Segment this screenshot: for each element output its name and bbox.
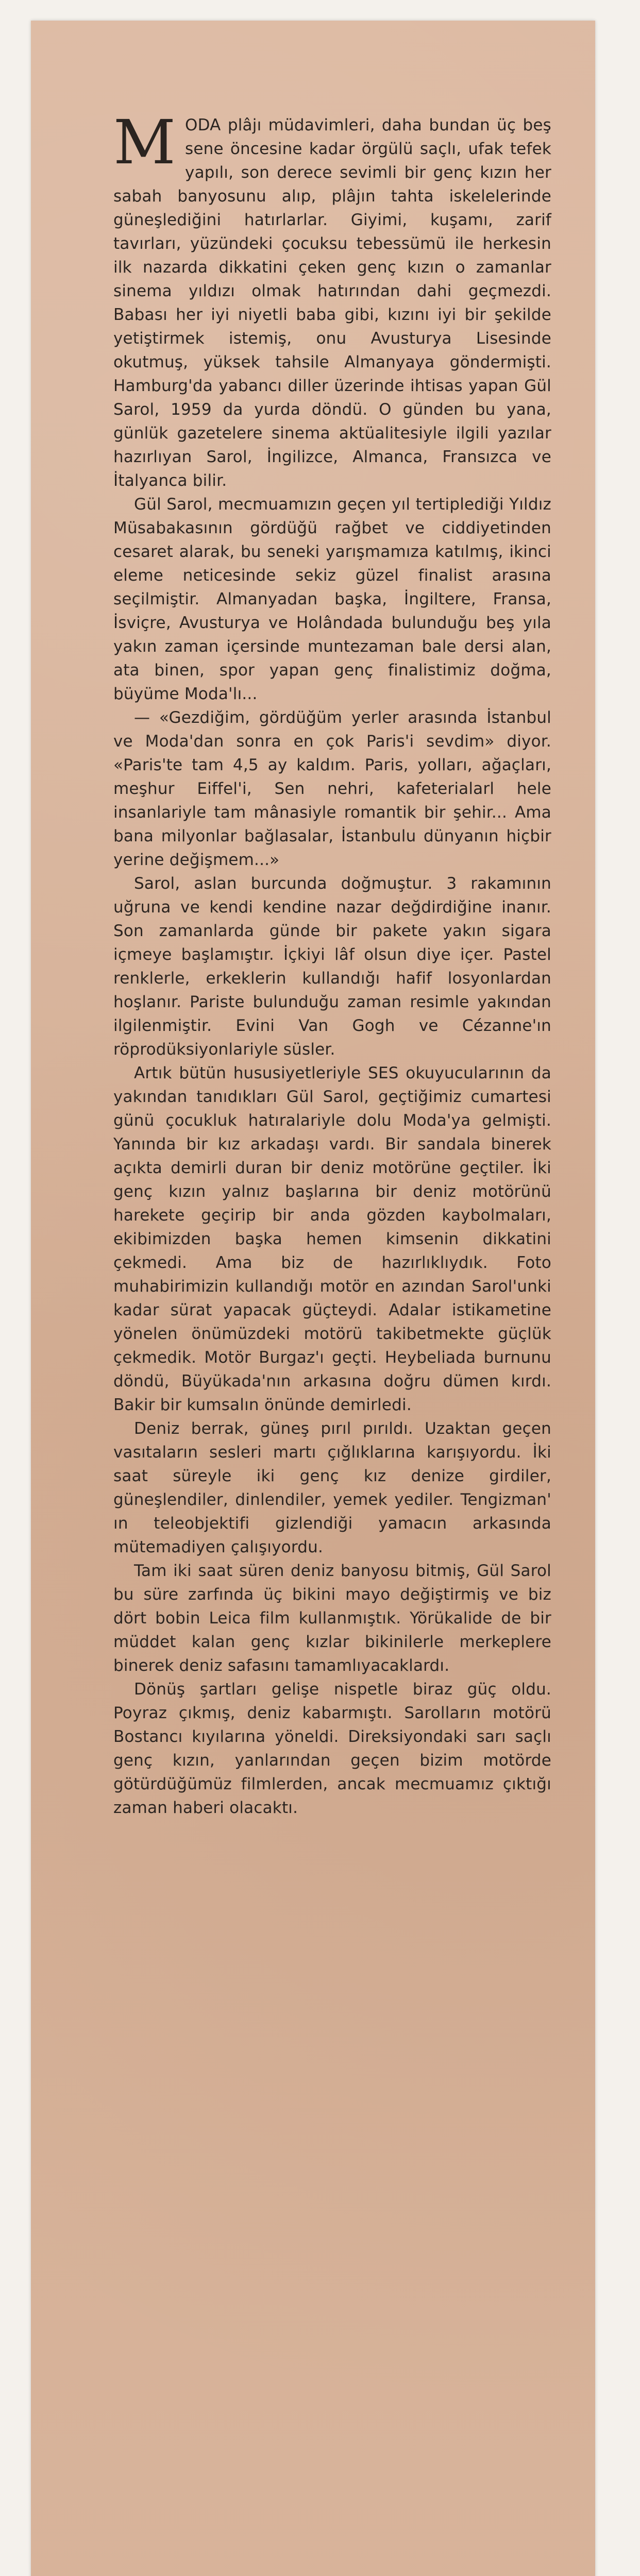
article-paragraph-6: Deniz berrak, güneş pırıl pırıldı. Uzaktan geçen vasıtaların sesleri martı çığlıklarına karışıyordu. İki saat süreyle iki genç kız denize girdiler, güneşlendiler, dinlendiler, yemek yediler. Tengizman' ın teleobjektifi gizlendiği yamacın arkasında mütemadiyen çalışıyordu.: [113, 1419, 551, 1556]
drop-cap: M: [113, 107, 176, 178]
newspaper-clipping: [31, 21, 595, 2576]
article-paragraph-3: — «Gezdiğim, gördüğüm yerler arasında İstanbul ve Moda'dan sonra en çok Paris'i sevdim» diyor. «Paris'te tam 4,5 ay kaldım. Paris, yolları, ağaçları, meşhur Eiffel'i, Sen nehri, kafeterialarl hele insanlariyle tam mânasiyle romantik bir şehir... Ama bana milyonlar bağlasalar, İstanbulu dünyanın hiçbir yerine değişmem...»: [113, 708, 551, 869]
article-body: [113, 107, 551, 1820]
article-paragraph-4: Sarol, aslan burcunda doğmuştur. 3 rakamının uğruna ve kendi kendine nazar değdirdiğine inanır. Son zamanlarda günde bir pakete yakın sigara içmeye başlamıştır. İçkiyi lâf olsun diye içer. Pastel renklerle, erkeklerin kullandığı hafif losyonlardan hoşlanır. Pariste bulunduğu zaman resimle yakından ilgilenmiştir. Evini Van Gogh ve Cézanne'ın röprodüksiyonlariyle süsler.: [113, 874, 551, 1059]
paragraph-1-text: plâjı müdavimleri, daha bundan üç beş sene öncesine kadar örgülü saçlı, ufak tefek yapılı, son derece sevimli bir genç kızın her sabah banyosunu alıp, plâjın tahta iskelelerinde güneşlediğini hatırlarlar. Giyimi, kuşamı, zarif tavırları, yüzündeki çocuksu tebessümü ile herkesin ilk nazarda dikkatini çeken genç kızın o zamanlar sinema yıldızı olmak hatırından dahi geçmezdi. Babası her iyi niyetli baba gibi, kızını iyi bir şekilde yetiştirmek istemiş, onu Avusturya Lisesinde okutmuş, yüksek tahsile Almanyaya göndermişti. Hamburg'da yabancı diller üzerinde ihtisas yapan Gül Sarol, 1959 da yurda döndü. O günden bu yana, günlük gazetelere sinema aktüalitesiyle ilgili yazılar hazırlıyan Sarol, İngilizce, Almanca, Fransızca ve İtalyanca bilir.: [113, 116, 551, 490]
article-paragraph-8: Dönüş şartları gelişe nispetle biraz güç oldu. Poyraz çıkmış, deniz kabarmıştı. Sarolların motörü Bostancı kıyılarına yöneldi. Direksiyondaki sarı saçlı genç kızın, yanlarından geçen bizim motörde götürdüğümüz filmlerden, ancak mecmuamız çıktığı zaman haberi olacaktı.: [113, 1680, 551, 1817]
article-paragraph-2: Gül Sarol, mecmuamızın geçen yıl tertiplediği Yıldız Müsabakasının gördüğü rağbet ve ciddiyetinden cesaret alarak, bu seneki yarışmamıza katılmış, ikinci eleme neticesinde sekiz güzel finalist arasına seçilmiştir. Almanyadan başka, İngiltere, Fransa, İsviçre, Avusturya ve Holândada bulunduğu beş yıla yakın zaman içersinde muntezaman bale dersi alan, ata binen, spor yapan genç finalistimiz doğma, büyüme Moda'lı...: [113, 495, 551, 703]
article-paragraph-5: Artık bütün hususiyetleriyle SES okuyucularının da yakından tanıdıkları Gül Sarol, geçtiğimiz cumartesi günü çocukluk hatıralariyle dolu Moda'ya gelmişti. Yanında bir kız arkadaşı vardı. Bir sandala binerek açıkta demirli duran bir deniz motörüne geçtiler. İki genç kızın yalnız başlarına bir deniz motörünü harekete geçirip bir anda gözden kaybolmaları, ekibimizden başka hemen kimsenin dikkatini çekmedi. Ama biz de hazırlıklıydık. Foto muhabirimizin kullandığı motör en azından Sarol'unki kadar sürat yapacak güçteydi. Adalar istikametine yönelen önümüzdeki motörü takibetmekte güçlük çekmedik. Motör Burgaz'ı geçti. Heybeliada burnunu döndü, Büyükada'nın arkasına doğru dümen kırdı. Bakir bir kumsalın önünde demirledi.: [113, 1064, 551, 1414]
lead-word: ODA: [185, 116, 221, 134]
article-paragraph-7: Tam iki saat süren deniz banyosu bitmiş, Gül Sarol bu süre zarfında üç bikini mayo değiştirmiş ve biz dört bobin Leica film kullanmıştık. Yörükalide de bir müddet kalan genç kızlar bikinilerle merkeplere binerek deniz safasını tamamlıyacaklardı.: [113, 1562, 551, 1675]
article-paragraph-1: [113, 107, 551, 493]
